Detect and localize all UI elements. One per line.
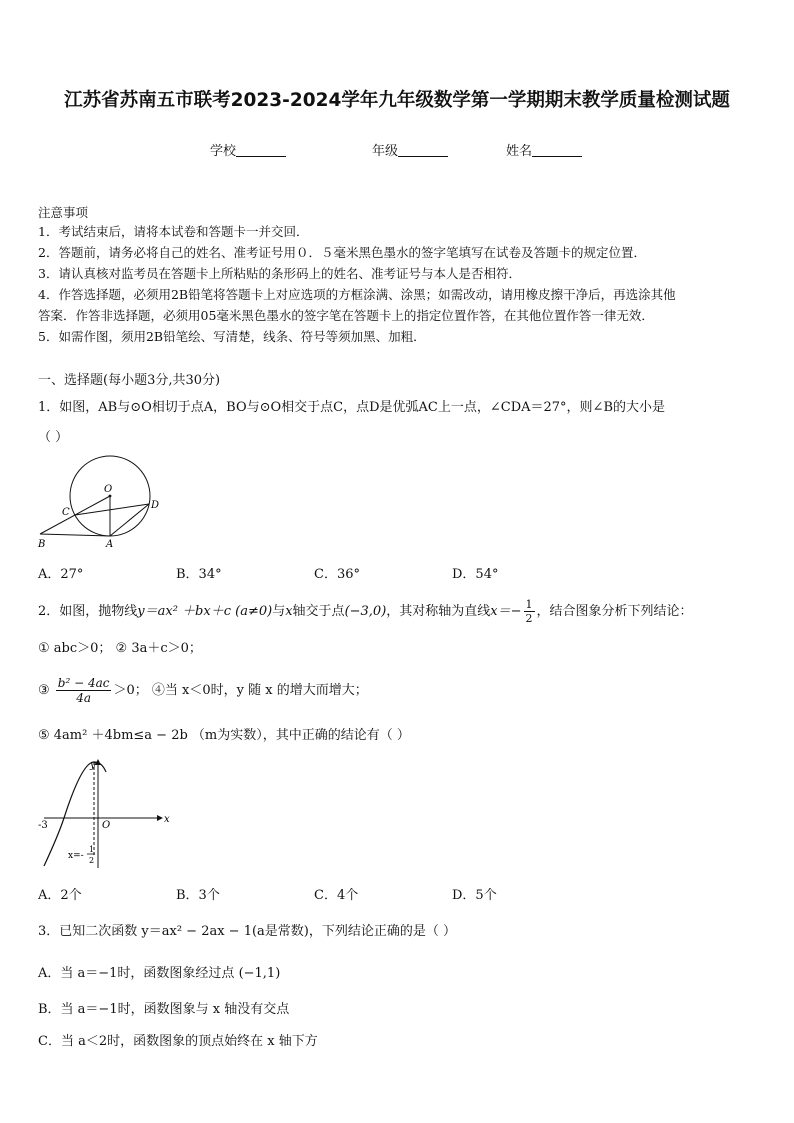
- label-c: C: [62, 507, 70, 518]
- q2-conclusions-3-4: [38, 676, 368, 705]
- q2-option-a[interactable]: A．2个: [38, 888, 82, 903]
- q3-option-c[interactable]: C．当 a＜2时，函数图象的顶点始终在 x 轴下方: [38, 1034, 318, 1049]
- section-heading: 一、选择题(每小题3分,共30分): [38, 373, 221, 388]
- point-o-dot: [109, 495, 112, 498]
- label-sym-num: 1: [89, 845, 95, 854]
- q2-c3-post: ＞0； ④当 x＜0时，y 随 x 的增大而增大；: [113, 683, 368, 698]
- q2-point: (−3,0): [344, 604, 387, 619]
- label-a: A: [106, 539, 114, 550]
- name-blank[interactable]: [532, 144, 582, 157]
- grade-label: 年级: [372, 144, 399, 159]
- note-item: 1．考试结束后，请将本试卷和答题卡一并交回．: [38, 224, 309, 239]
- q2-frac-den: 2: [525, 612, 533, 625]
- q1-option-b[interactable]: B．34°: [176, 567, 222, 582]
- label-b: B: [38, 539, 46, 550]
- q2-stem-c: 轴交于点: [292, 604, 345, 619]
- q2-c3-den: 4a: [76, 691, 92, 705]
- note-item: 5．如需作图，须用2B铅笔绘、写清楚，线条、符号等须加黑、加粗．: [38, 329, 426, 344]
- q2-conclusions-1-2: ① abc＞0； ② 3a＋c＞0；: [38, 641, 202, 656]
- label-sym-den: 2: [89, 856, 95, 865]
- note-item: 2．答题前，请务必将自己的姓名、准考证号用０．５毫米黑色墨水的签字笔填写在试卷及答题卡的规定位置．: [38, 245, 646, 260]
- q2-option-b[interactable]: B．3个: [176, 888, 220, 903]
- q2-stem-d: ，其对称轴为直线: [386, 604, 491, 619]
- school-field: [210, 140, 286, 159]
- q1-option-d[interactable]: D．54°: [452, 567, 499, 582]
- notes-heading: 注意事项: [38, 205, 89, 220]
- q2-c3-fraction: [56, 676, 112, 705]
- school-label: 学校: [210, 144, 237, 159]
- q2-option-c[interactable]: C．4个: [314, 888, 359, 903]
- q2-x-var: x: [285, 604, 293, 619]
- grade-field: [372, 140, 448, 159]
- q2-frac-num: 1: [525, 598, 533, 611]
- q3-option-b[interactable]: B．当 a＝−1时，函数图象与 x 轴没有交点: [38, 1002, 290, 1017]
- q1-figure: [36, 452, 176, 552]
- q2-equation: y＝ax² ＋bx＋c (a≠0): [137, 604, 273, 619]
- q2-c3-num: b² − 4ac: [57, 676, 110, 690]
- q1-option-c[interactable]: C．36°: [314, 567, 360, 582]
- q2-figure: [34, 756, 174, 872]
- q2-option-d[interactable]: D．5个: [452, 888, 497, 903]
- school-blank[interactable]: [236, 144, 286, 157]
- q2-conclusion-5: ⑤ 4am² ＋4bm≤a − 2b （m为实数），其中正确的结论有（ ）: [38, 728, 410, 743]
- label-sym: x=-: [68, 851, 84, 861]
- q2-stem: [38, 598, 693, 625]
- label-y: y: [90, 760, 96, 771]
- q3-stem: 3．已知二次函数 y＝ax² − 2ax − 1(a是常数)，下列结论正确的是（ ）: [38, 924, 457, 939]
- name-field: [506, 140, 582, 159]
- label-o: O: [104, 484, 113, 495]
- q2-c3-marker: ③: [38, 683, 50, 698]
- label-d: D: [151, 500, 160, 511]
- q1-option-a[interactable]: A．27°: [38, 567, 84, 582]
- grade-blank[interactable]: [398, 144, 448, 157]
- q3-option-a[interactable]: A．当 a＝−1时，函数图象经过点 (−1,1): [38, 966, 281, 981]
- q2-axis: x＝−: [490, 604, 522, 619]
- note-item: 答案．作答非选择题，必须用05毫米黑色墨水的签字笔在答题卡上的指定位置作答，在其他位置作答一律无效．: [38, 308, 654, 323]
- q2-stem-e: ，结合图象分析下列结论：: [536, 604, 693, 619]
- q2-stem-a: 2．如图，抛物线: [38, 604, 138, 619]
- exam-title: 江苏省苏南五市联考2023-2024学年九年级数学第一学期期末教学质量检测试题: [64, 90, 730, 111]
- label-x: x: [164, 814, 170, 825]
- q2-axis-fraction: [524, 598, 535, 625]
- q1-paren: （ ）: [38, 430, 69, 445]
- q1-stem: 1．如图，AB与⊙O相切于点A，BO与⊙O相交于点C，点D是优弧AC上一点，∠CDA＝27°，则∠B的大小是: [38, 400, 665, 415]
- label-minus-3: -3: [38, 820, 48, 831]
- note-item: 3．请认真核对监考员在答题卡上所粘贴的条形码上的姓名、准考证号与本人是否相符．: [38, 266, 521, 281]
- label-o: O: [102, 820, 111, 831]
- note-item: 4．作答选择题，必须用2B铅笔将答题卡上对应选项的方框涂满、涂黑；如需改动，请用橡皮擦干净后，再选涂其他: [38, 287, 676, 302]
- name-label: 姓名: [506, 144, 533, 159]
- q2-stem-b: 与: [272, 604, 286, 619]
